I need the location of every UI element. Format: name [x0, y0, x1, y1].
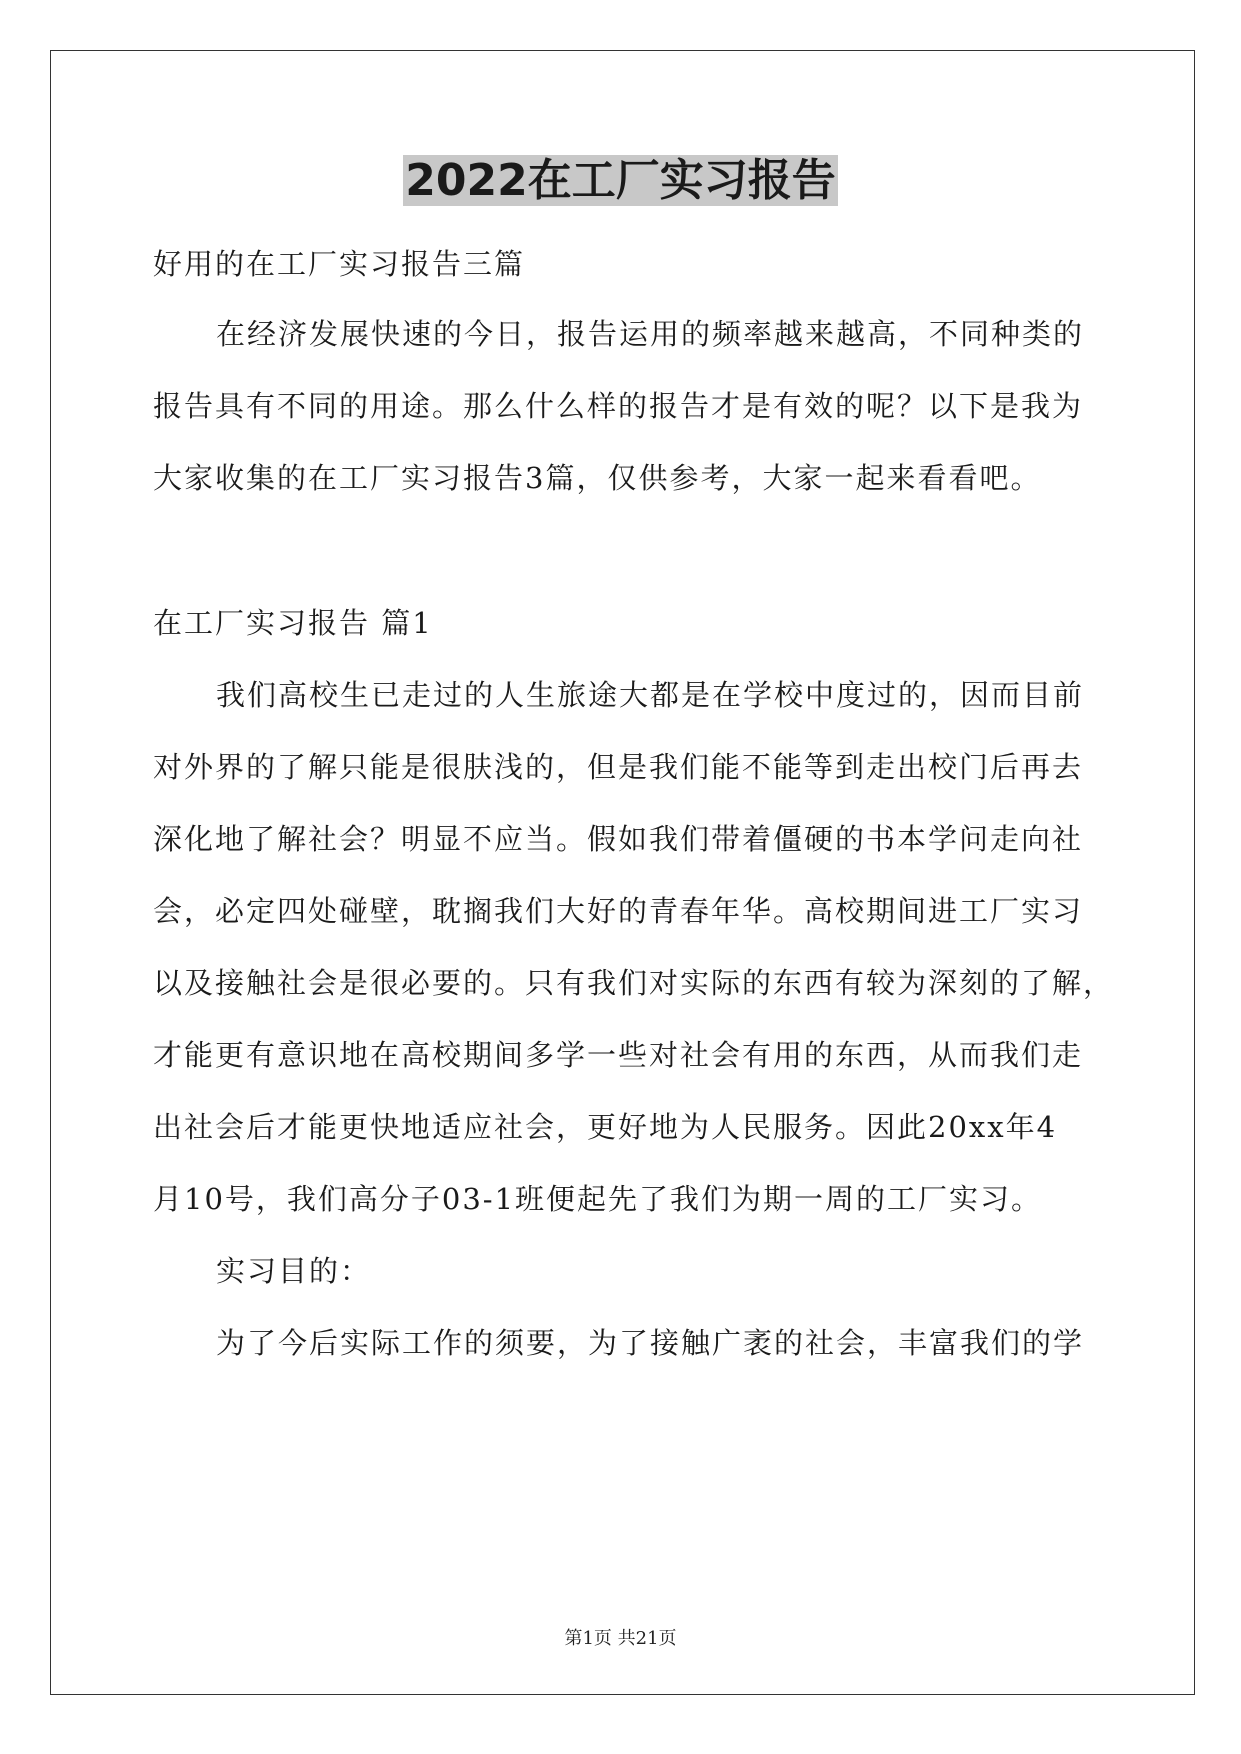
paragraph-line: 出社会后才能更快地适应社会，更好地为人民服务。因此20xx年4: [153, 1110, 1058, 1144]
paragraph-line: 才能更有意识地在高校期间多学一些对社会有用的东西，从而我们走: [153, 1038, 1084, 1072]
page-border: [50, 50, 1195, 1695]
subheading-line: 实习目的：: [216, 1254, 372, 1288]
section-heading: 在工厂实习报告 篇1: [153, 606, 433, 640]
paragraph-line: 我们高校生已走过的人生旅途大都是在学校中度过的，因而目前: [216, 678, 1085, 712]
page-footer: 第1页 共21页: [564, 1628, 677, 1649]
paragraph-line: 会，必定四处碰壁，耽搁我们大好的青春年华。高校期间进工厂实习: [153, 894, 1084, 928]
paragraph-line: 对外界的了解只能是很肤浅的，但是我们能不能等到走出校门后再去: [153, 750, 1084, 784]
paragraph-line: 深化地了解社会？明显不应当。假如我们带着僵硬的书本学问走向社: [153, 822, 1084, 856]
subtitle-line: 好用的在工厂实习报告三篇: [153, 247, 526, 281]
paragraph-line: 在经济发展快速的今日，报告运用的频率越来越高，不同种类的: [216, 317, 1085, 351]
document-title-text: 2022在工厂实习报告: [405, 155, 836, 206]
paragraph-line: 以及接触社会是很必要的。只有我们对实际的东西有较为深刻的了解，: [153, 966, 1115, 1000]
paragraph-line: 大家收集的在工厂实习报告3篇，仅供参考，大家一起来看看吧。: [153, 461, 1042, 495]
paragraph-line: 为了今后实际工作的须要，为了接触广袤的社会，丰富我们的学: [216, 1326, 1085, 1360]
document-title: [0, 152, 1241, 210]
paragraph-line: 月10号，我们高分子03-1班便起先了我们为期一周的工厂实习。: [153, 1182, 1043, 1216]
paragraph-line: 报告具有不同的用途。那么什么样的报告才是有效的呢？以下是我为: [153, 389, 1084, 423]
